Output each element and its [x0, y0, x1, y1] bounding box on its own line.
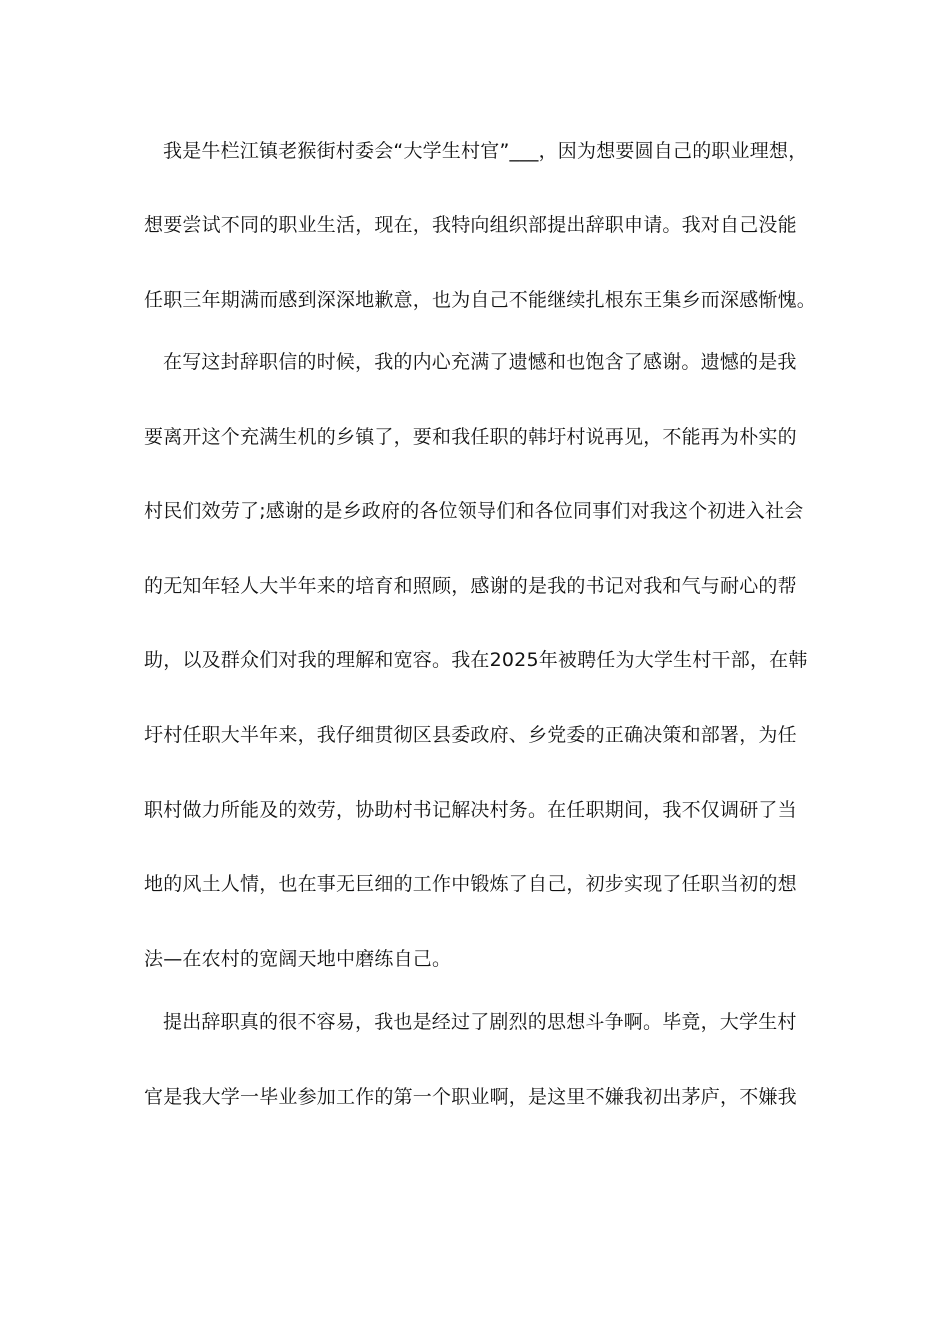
text-line-11: 地的风土人情，也在事无巨细的工作中锻炼了自己，初步实现了任职当初的想	[144, 873, 797, 895]
text-line-14: 官是我大学一毕业参加工作的第一个职业啊，是这里不嫌我初出茅庐，不嫌我	[144, 1086, 797, 1108]
text-line-7: 的无知年轻人大半年来的培育和照顾，感谢的是我的书记对我和气与耐心的帮	[144, 575, 797, 597]
text-line-3: 任职三年期满而感到深深地歉意，也为自己不能继续扎根东王集乡而深感惭愧。	[144, 289, 817, 311]
text-line-8: 助，以及群众们对我的理解和宽容。我在2025年被聘任为大学生村干部，在韩	[144, 649, 808, 671]
text-line-2: 想要尝试不同的职业生活，现在，我特向组织部提出辞职申请。我对自己没能	[144, 214, 797, 236]
text-line-9: 圩村任职大半年来，我仔细贯彻区县委政府、乡党委的正确决策和部署，为任	[144, 724, 797, 746]
text-line-12: 法—在农村的宽阔天地中磨练自己。	[144, 948, 452, 970]
text-line-5: 要离开这个充满生机的乡镇了，要和我任职的韩圩村说再见，不能再为朴实的	[144, 426, 797, 448]
text-line-1: 我是牛栏江镇老猴街村委会“大学生村官”___，因为想要圆自己的职业理想，	[163, 140, 808, 162]
text-line-13: 提出辞职真的很不容易，我也是经过了剧烈的思想斗争啊。毕竟，大学生村	[163, 1011, 797, 1033]
text-line-10: 职村做力所能及的效劳，协助村书记解决村务。在任职期间，我不仅调研了当	[144, 799, 797, 821]
text-line-6: 村民们效劳了;感谢的是乡政府的各位领导们和各位同事们对我这个初进入社会	[144, 500, 804, 522]
text-line-4: 在写这封辞职信的时候，我的内心充满了遗憾和也饱含了感谢。遗憾的是我	[163, 351, 797, 373]
